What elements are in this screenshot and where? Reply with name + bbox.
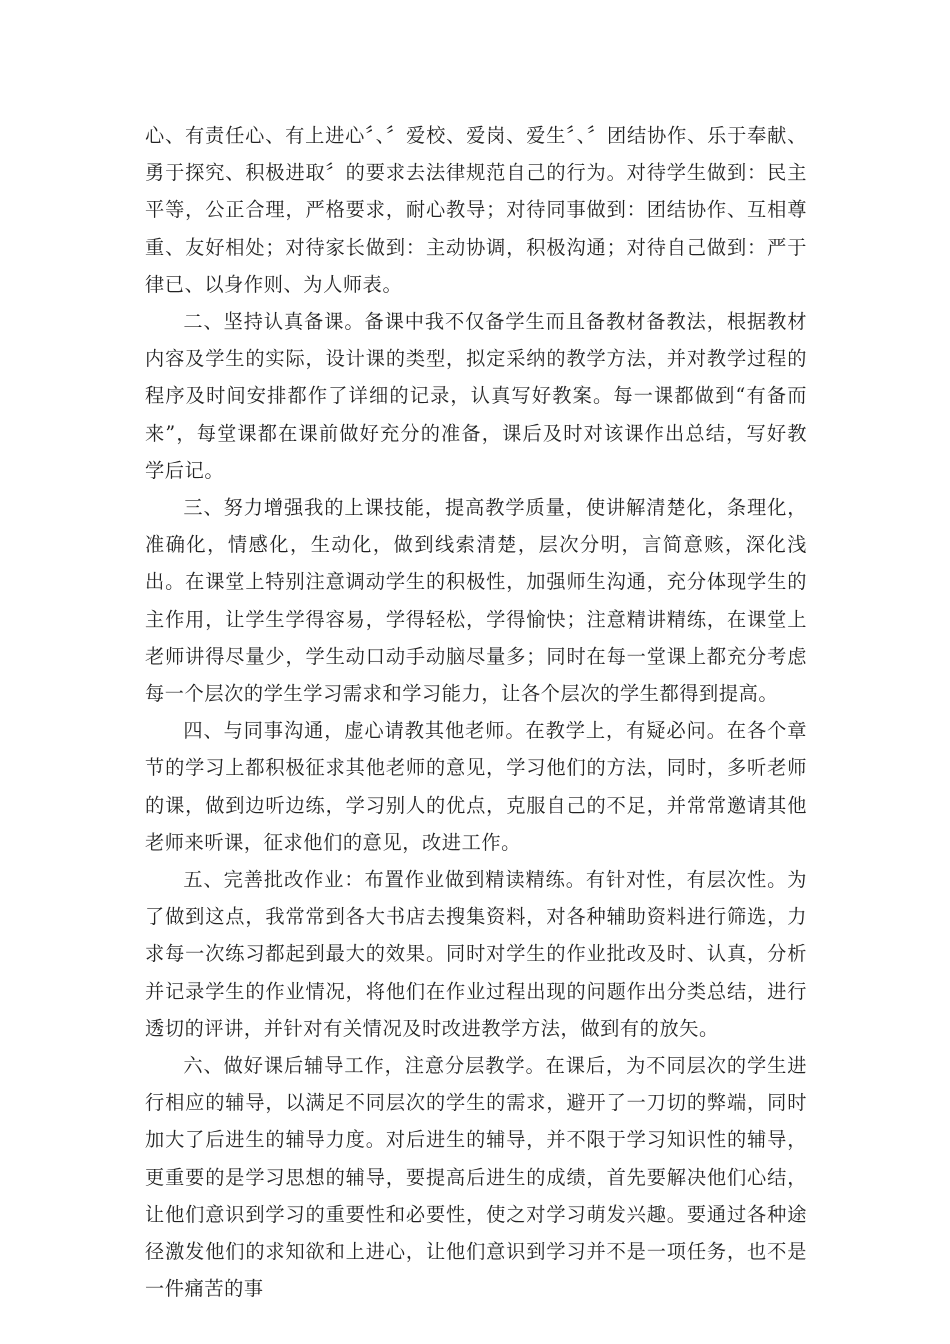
paragraph-homework-correction: 五、完善批改作业：布置作业做到精读精练。有针对性，有层次性。为了做到这点，我常常到各大书店去搜集资料，对各种辅助资料进行筛选，力求每一次练习都起到最大的效果。同时对学生的作业批改及时、认真，分析并记录学生的作业情况，将他们在作业过程出现的问题作出分类总结，进行透切的评讲，并针对有关情况及时改进教学方法，做到有的放矢。 xyxy=(145,868,807,1040)
paragraph-after-class-tutoring: 六、做好课后辅导工作，注意分层教学。在课后，为不同层次的学生进行相应的辅导，以满足不同层次的学生的需求，避开了一刀切的弊端，同时加大了后进生的辅导力度。对后进生的辅导，并不限于学习知识性的辅导，更重要的是学习思想的辅导，要提高后进生的成绩，首先要解决他们心结，让他们意识到学习的重要性和必要性，使之对学习萌发兴趣。要通过各种途径激发他们的求知欲和上进心，让他们意识到学习并不是一项任务，也不是一件痛苦的事 xyxy=(145,1054,807,1301)
paragraph-lesson-preparation: 二、坚持认真备课。备课中我不仅备学生而且备教材备教法，根据教材内容及学生的实际，设计课的类型，拟定采纳的教学方法，并对教学过程的程序及时间安排都作了详细的记录，认真写好教案。每一课都做到“有备而来”，每堂课都在课前做好充分的准备，课后及时对该课作出总结，写好教学后记。 xyxy=(145,310,807,482)
paragraph-teaching-skills: 三、努力增强我的上课技能，提高教学质量，使讲解清楚化，条理化，准确化，情感化，生动化，做到线索清楚，层次分明，言简意赅，深化浅出。在课堂上特别注意调动学生的积极性，加强师生沟通，充分体现学生的主作用，让学生学得容易，学得轻松，学得愉快；注意精讲精练，在课堂上老师讲得尽量少，学生动口动手动脑尽量多；同时在每一堂课上都充分考虑每一个层次的学生学习需求和学习能力，让各个层次的学生都得到提高。 xyxy=(145,496,807,706)
paragraph-colleague-communication: 四、与同事沟通，虚心请教其他老师。在教学上，有疑必问。在各个章节的学习上都积极征求其他老师的意见，学习他们的方法，同时，多听老师的课，做到边听边练，学习别人的优点，克服自己的不足，并常常邀请其他老师来听课，征求他们的意见，改进工作。 xyxy=(145,719,807,854)
document-body xyxy=(145,117,807,1308)
paragraph-continuation: 心、有责任心、有上进心〞、〞爱校、爱岗、爱生〞、〞团结协作、乐于奉献、勇于探究、积极进取〞的要求去法律规范自己的行为。对待学生做到：民主平等，公正合理，严格要求，耐心教导；对待同事做到：团结协作、互相尊重、友好相处；对待家长做到：主动协调，积极沟通；对待自己做到：严于律已、以身作则、为人师表。 xyxy=(145,124,807,296)
